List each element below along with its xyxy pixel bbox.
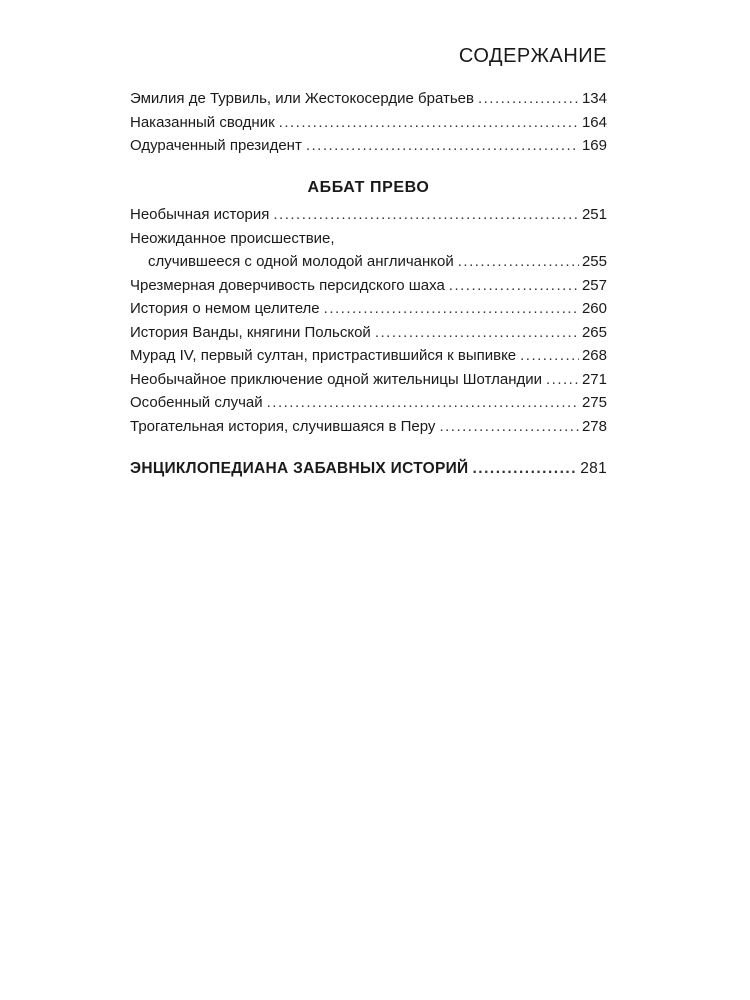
toc-entry-page: 268 bbox=[581, 347, 607, 364]
dot-leader bbox=[458, 250, 579, 274]
toc-entry-title-line1: Неожиданное происшествие, bbox=[130, 229, 335, 247]
toc-entry-page: 260 bbox=[581, 300, 607, 317]
toc-entry-page: 169 bbox=[581, 137, 607, 154]
toc-entry bbox=[130, 134, 607, 158]
toc-entry bbox=[130, 321, 607, 345]
dot-leader bbox=[439, 415, 579, 439]
dot-leader bbox=[273, 203, 579, 227]
dot-leader bbox=[449, 274, 579, 298]
dot-leader bbox=[478, 87, 579, 111]
running-head: СОДЕРЖАНИЕ bbox=[458, 45, 607, 67]
toc-entry bbox=[130, 457, 607, 481]
dot-leader bbox=[520, 344, 579, 368]
toc-entry-page: 251 bbox=[581, 206, 607, 223]
toc-group-prevost bbox=[130, 203, 607, 438]
toc-group-final bbox=[130, 457, 607, 481]
toc-entry-page: 134 bbox=[581, 90, 607, 107]
toc-entry-title: Трогательная история, случившаяся в Перу bbox=[130, 417, 436, 435]
dot-leader bbox=[306, 134, 579, 158]
dot-leader bbox=[267, 391, 579, 415]
toc-entry-title-line2: случившееся с одной молодой англичанкой bbox=[148, 253, 454, 270]
toc-entry-title: Чрезмерная доверчивость персидского шаха bbox=[130, 276, 445, 294]
toc-entry bbox=[130, 274, 607, 298]
toc-entry bbox=[130, 203, 607, 227]
toc-entry bbox=[130, 87, 607, 111]
toc-entry-page: 265 bbox=[581, 323, 607, 341]
toc-entry-title: ЭНЦИКЛОПЕДИАНА ЗАБАВНЫХ ИСТОРИЙ bbox=[130, 460, 469, 477]
toc-entry-title: Особенный случай bbox=[130, 394, 263, 411]
toc-entry-title: Одураченный президент bbox=[130, 137, 302, 154]
toc-entry bbox=[130, 250, 607, 274]
toc-entry-title: Наказанный сводник bbox=[130, 113, 275, 131]
toc-entry bbox=[130, 368, 607, 392]
toc-entry bbox=[130, 344, 607, 368]
toc-entry-page: 281 bbox=[580, 460, 607, 477]
toc-entry bbox=[130, 415, 607, 439]
toc-entry-title: Необычайное приключение одной жительницы Шотландии bbox=[130, 370, 542, 388]
toc-entry bbox=[130, 391, 607, 415]
dot-leader bbox=[279, 111, 579, 135]
toc-entry bbox=[130, 297, 607, 321]
section-heading: АББАТ ПРЕВО bbox=[307, 179, 430, 196]
toc-entry-title: Эмилия де Турвиль, или Жестокосердие братьев bbox=[130, 90, 474, 107]
toc-entry bbox=[130, 111, 607, 135]
toc-entry-page: 164 bbox=[581, 113, 607, 131]
toc-entry-page: 271 bbox=[581, 370, 607, 388]
dot-leader bbox=[546, 368, 579, 392]
toc-group-first bbox=[130, 87, 607, 158]
dot-leader bbox=[473, 457, 578, 481]
toc-entry-page: 257 bbox=[581, 276, 607, 294]
dot-leader bbox=[324, 297, 579, 321]
toc-entry-title: История Ванды, княгини Польской bbox=[130, 323, 371, 341]
toc-entry-title: История о немом целителе bbox=[130, 300, 320, 317]
dot-leader bbox=[375, 321, 579, 345]
toc-entry-page: 278 bbox=[581, 417, 607, 435]
toc-entry-page: 275 bbox=[581, 394, 607, 411]
toc-entry-page: 255 bbox=[581, 253, 607, 270]
toc-entry-title: Мурад IV, первый султан, пристрастившийся к выпивке bbox=[130, 347, 517, 364]
toc-entry-title: Необычная история bbox=[130, 206, 270, 223]
